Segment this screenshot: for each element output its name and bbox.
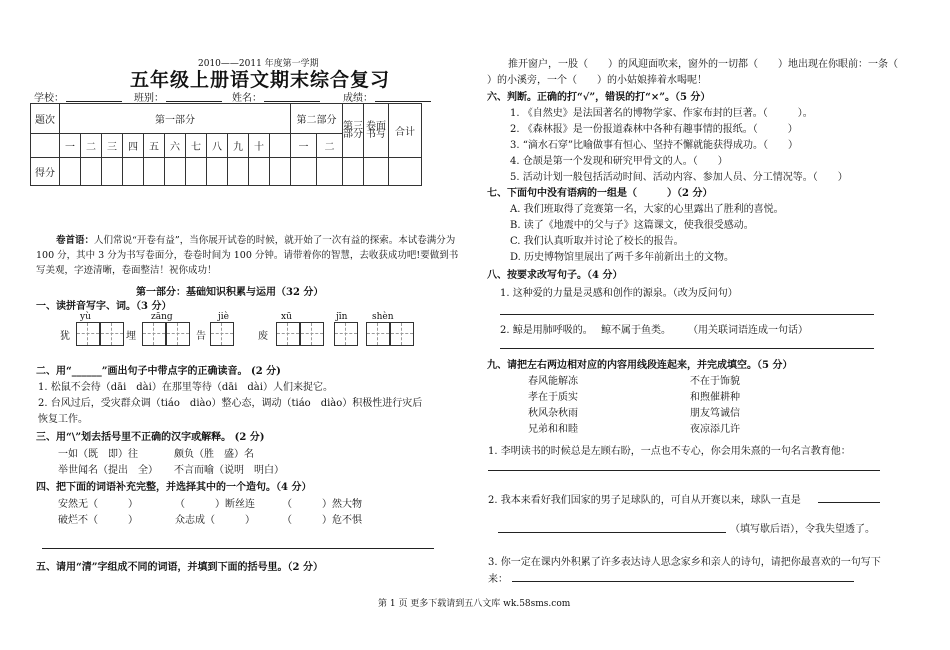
q9-left-item[interactable]: 春风能解冻 [528, 376, 578, 387]
q1-write-box[interactable] [276, 322, 300, 346]
q1-write-box[interactable] [76, 322, 100, 346]
q4-item[interactable]: （ ）危不惧 [282, 515, 362, 526]
q2-line2: 2. 台风过后，受灾群众调（tiáo diào）整心态，调动（tiáo diào）积极性进行灾后 [38, 398, 423, 409]
q3-item[interactable]: 举世闻名（提出 全） [58, 465, 158, 476]
score-num: 一 [60, 134, 81, 158]
score-input[interactable] [165, 158, 186, 186]
q8-answer-line[interactable] [500, 314, 874, 315]
page-title: 五年级上册语文期末综合复习 [130, 69, 391, 91]
score-input[interactable] [207, 158, 228, 186]
field-school-label: 学校： [34, 93, 64, 104]
q4-item[interactable]: 破烂不（ ） [58, 515, 138, 526]
q1-char: 告 [196, 331, 206, 342]
q1-write-box[interactable] [142, 322, 166, 346]
q6-item[interactable]: 1. 《自然史》是法国著名的博物学家、作家布封的巨著。（ ）。 [510, 108, 813, 119]
q6-item[interactable]: 5. 活动计划一般包括活动时间、活动内容、参加人员、分工情况等。（ ） [510, 172, 848, 183]
q9-right-item[interactable]: 朋友笃诚信 [690, 408, 740, 419]
fill-passage-line2: ）的小溪旁，一个（ ）的小姑娘捧着水喝呢！ [487, 75, 707, 86]
field-name-line[interactable] [264, 101, 320, 102]
score-num [270, 134, 291, 158]
score-input[interactable] [389, 158, 422, 186]
q7-option[interactable]: A. 我们班取得了竞赛第一名，大家的心里露出了胜利的喜悦。 [510, 204, 784, 215]
score-input[interactable] [364, 158, 389, 186]
q4-item[interactable]: 众志成（ ） [175, 515, 255, 526]
q6-item[interactable]: 4. 仓颉是第一个发现和研究甲骨文的人。（ ） [510, 156, 728, 167]
q8-title: 八、按要求改写句子。（4 分） [487, 270, 623, 281]
score-row-label-score: 得分 [31, 158, 60, 186]
q1-write-box[interactable] [210, 322, 234, 346]
score-input[interactable] [144, 158, 165, 186]
q6-item[interactable]: 2. 《森林报》是一份报道森林中各种有趣事情的报纸。（ ） [510, 124, 798, 135]
q4-item[interactable]: （ ）然大物 [282, 499, 362, 510]
q4-title: 四、把下面的词语补充完整，并选择其中的一个造句。（4 分） [36, 482, 312, 493]
q8-line2b: 鲸不属于鱼类。 [601, 325, 671, 336]
q2-line1: 1. 松鼠不会待（dāi dài）在那里等待（dāi dài）人们来捉它。 [38, 382, 333, 393]
score-part2: 第二部分 [291, 104, 343, 134]
year-line: 2010——2011 年度第一学期 [198, 59, 319, 69]
q7-option[interactable]: D. 历史博物馆里展出了两千多年前新出土的文物。 [510, 252, 735, 263]
q4-item[interactable]: （ ）断丝连 [175, 499, 255, 510]
score-input[interactable] [81, 158, 102, 186]
score-input[interactable] [186, 158, 207, 186]
preface-text: 人们常说“开卷有益”，当你展开试卷的时候，就开始了一次有益的探索。本试卷满分为 100 分，其中 3 分为书写卷面分，卷卷时间为 100 分钟。请带着你的智慧，去收获成功吧!要做到书写美观，字迹清晰，卷面整洁！祝你成功！ [36, 235, 459, 276]
q1-pinyin: jiè [218, 312, 229, 322]
score-num: 七 [186, 134, 207, 158]
q1-write-box[interactable] [334, 322, 358, 346]
score-num: 三 [102, 134, 123, 158]
preface [36, 233, 464, 278]
q9-right-item[interactable]: 和煦催耕种 [690, 392, 740, 403]
footer: 第 1 页 更多下载请到五八文库 wk.58sms.com [378, 599, 571, 609]
q7-option[interactable]: B. 读了《地震中的父与子》这篇课文，使我很受感动。 [510, 220, 754, 231]
q3-item[interactable]: 不言而喻（说明 明白） [174, 465, 284, 476]
fill-passage-line1: 推开窗户，一股（ ）的风迎面吹来，窗外的一切都（ ）地出现在你眼前：一条（ [508, 59, 898, 70]
score-input[interactable] [60, 158, 81, 186]
q1-char: 废 [258, 331, 268, 342]
score-cell-empty [31, 134, 60, 158]
field-class-label: 班别： [134, 93, 164, 104]
q1-write-box[interactable] [366, 322, 390, 346]
score-input[interactable] [102, 158, 123, 186]
q9-sentence2b: （填写歇后语），令我失望透了。 [730, 524, 875, 535]
field-name-label: 姓名： [232, 93, 262, 104]
q9-left-item[interactable]: 秋风杂秋雨 [528, 408, 578, 419]
score-num: 八 [207, 134, 228, 158]
q2-title: 二、用“______”画出句子中带点字的正确读音。 (2 分) [36, 366, 281, 377]
q1-pinyin: jīn [336, 312, 348, 322]
q8-line2c: （用关联词语连成一句话） [688, 325, 808, 336]
score-num: 二 [81, 134, 102, 158]
score-num: 一 [291, 134, 317, 158]
q1-write-box[interactable] [300, 322, 324, 346]
q9-left-item[interactable]: 孝在于质实 [528, 392, 578, 403]
score-input[interactable] [228, 158, 249, 186]
score-input[interactable] [249, 158, 270, 186]
score-total: 合计 [389, 104, 422, 158]
score-input[interactable] [317, 158, 343, 186]
q1-write-box[interactable] [100, 322, 124, 346]
q4-answer-line[interactable] [42, 548, 434, 549]
q9-left-item[interactable]: 兄弟和和睦 [528, 424, 578, 435]
score-input[interactable] [270, 158, 291, 186]
q9-right-item[interactable]: 夜凉添几许 [690, 424, 740, 435]
q9-right-item[interactable]: 不在于饰貌 [690, 376, 740, 387]
preface-label: 卷首语： [56, 235, 95, 246]
q8-line1: 1. 这种爱的力量是灵感和创作的源泉。（改为反问句） [500, 288, 738, 299]
q9-sentence3: 3. 你一定在课内外积累了许多表达诗人思念家乡和亲人的诗句，请把你最喜欢的一句写下 [488, 557, 881, 568]
q1-char: 犹 [60, 331, 70, 342]
q9-answer-line[interactable] [498, 532, 726, 533]
score-part1: 第一部分 [60, 104, 291, 134]
field-score-label: 成绩： [343, 93, 373, 104]
q1-pinyin: shèn [372, 312, 394, 322]
field-class-line[interactable] [166, 101, 222, 102]
score-table [30, 103, 422, 186]
q9-sentence1: 1. 李明读书的时候总是左顾右盼，一点也不专心，你会用朱熹的一句名言教育他： [488, 446, 851, 457]
score-input[interactable] [123, 158, 144, 186]
score-num: 十 [249, 134, 270, 158]
field-score-line[interactable] [375, 101, 431, 102]
q9-answer-line[interactable] [512, 581, 854, 582]
score-num: 六 [165, 134, 186, 158]
q3-item[interactable]: 一如（既 即）往 [58, 449, 138, 460]
q6-item[interactable]: 3. “滴水石穿”比喻做事有恒心、坚持不懈就能获得成功。（ ） [510, 140, 798, 151]
q1-pinyin: xū [281, 312, 292, 322]
field-school-line[interactable] [66, 101, 122, 102]
q4-item[interactable]: 安然无（ ） [58, 499, 138, 510]
score-num: 九 [228, 134, 249, 158]
q6-title: 六、判断。正确的打“√”，错误的打“×”。（5 分） [487, 92, 711, 103]
q5-title: 五、请用“清”字组成不同的词语，并填到下面的括号里。（2 分） [36, 562, 323, 573]
q1-title: 一、读拼音写字、词。（3 分） [36, 301, 172, 312]
q3-item[interactable]: 颇负（胜 盛）名 [174, 449, 254, 460]
score-row-label: 题次 [31, 104, 60, 134]
q9-sentence3b: 来： [488, 574, 508, 585]
q1-pinyin: zāng [151, 312, 173, 322]
q9-sentence2: 2. 我本来看好我们国家的男子足球队的，可自从开赛以来，球队一直是 [488, 495, 801, 506]
q9-answer-line[interactable] [818, 502, 880, 503]
q7-title: 七、下面句中没有语病的一组是（ ）（2 分） [487, 188, 713, 199]
q1-char: 埋 [126, 331, 136, 342]
score-part3: 第三部分 [343, 104, 364, 158]
q1-write-box[interactable] [390, 322, 414, 346]
score-num: 二 [317, 134, 343, 158]
score-neat: 卷面书写 [364, 104, 389, 158]
score-num: 五 [144, 134, 165, 158]
q3-title: 三、用“\”划去括号里不正确的汉字或解释。 (2 分) [36, 432, 265, 443]
q9-title: 九、请把左右两边相对应的内容用线段连起来，并完成填空。（5 分） [487, 360, 793, 371]
score-input[interactable] [343, 158, 364, 186]
score-num: 四 [123, 134, 144, 158]
q1-write-box[interactable] [166, 322, 190, 346]
q7-option[interactable]: C. 我们认真听取并讨论了校长的报告。 [510, 236, 684, 247]
q2-line3: 恢复工作。 [38, 414, 88, 425]
q8-line2a: 2. 鲸是用肺呼吸的。 [500, 325, 593, 336]
q1-pinyin: yù [80, 312, 91, 322]
q9-answer-line[interactable] [488, 470, 880, 471]
part1-title: 第一部分：基础知识积累与运用（32 分） [136, 287, 324, 298]
q8-answer-line[interactable] [500, 348, 874, 349]
score-input[interactable] [291, 158, 317, 186]
